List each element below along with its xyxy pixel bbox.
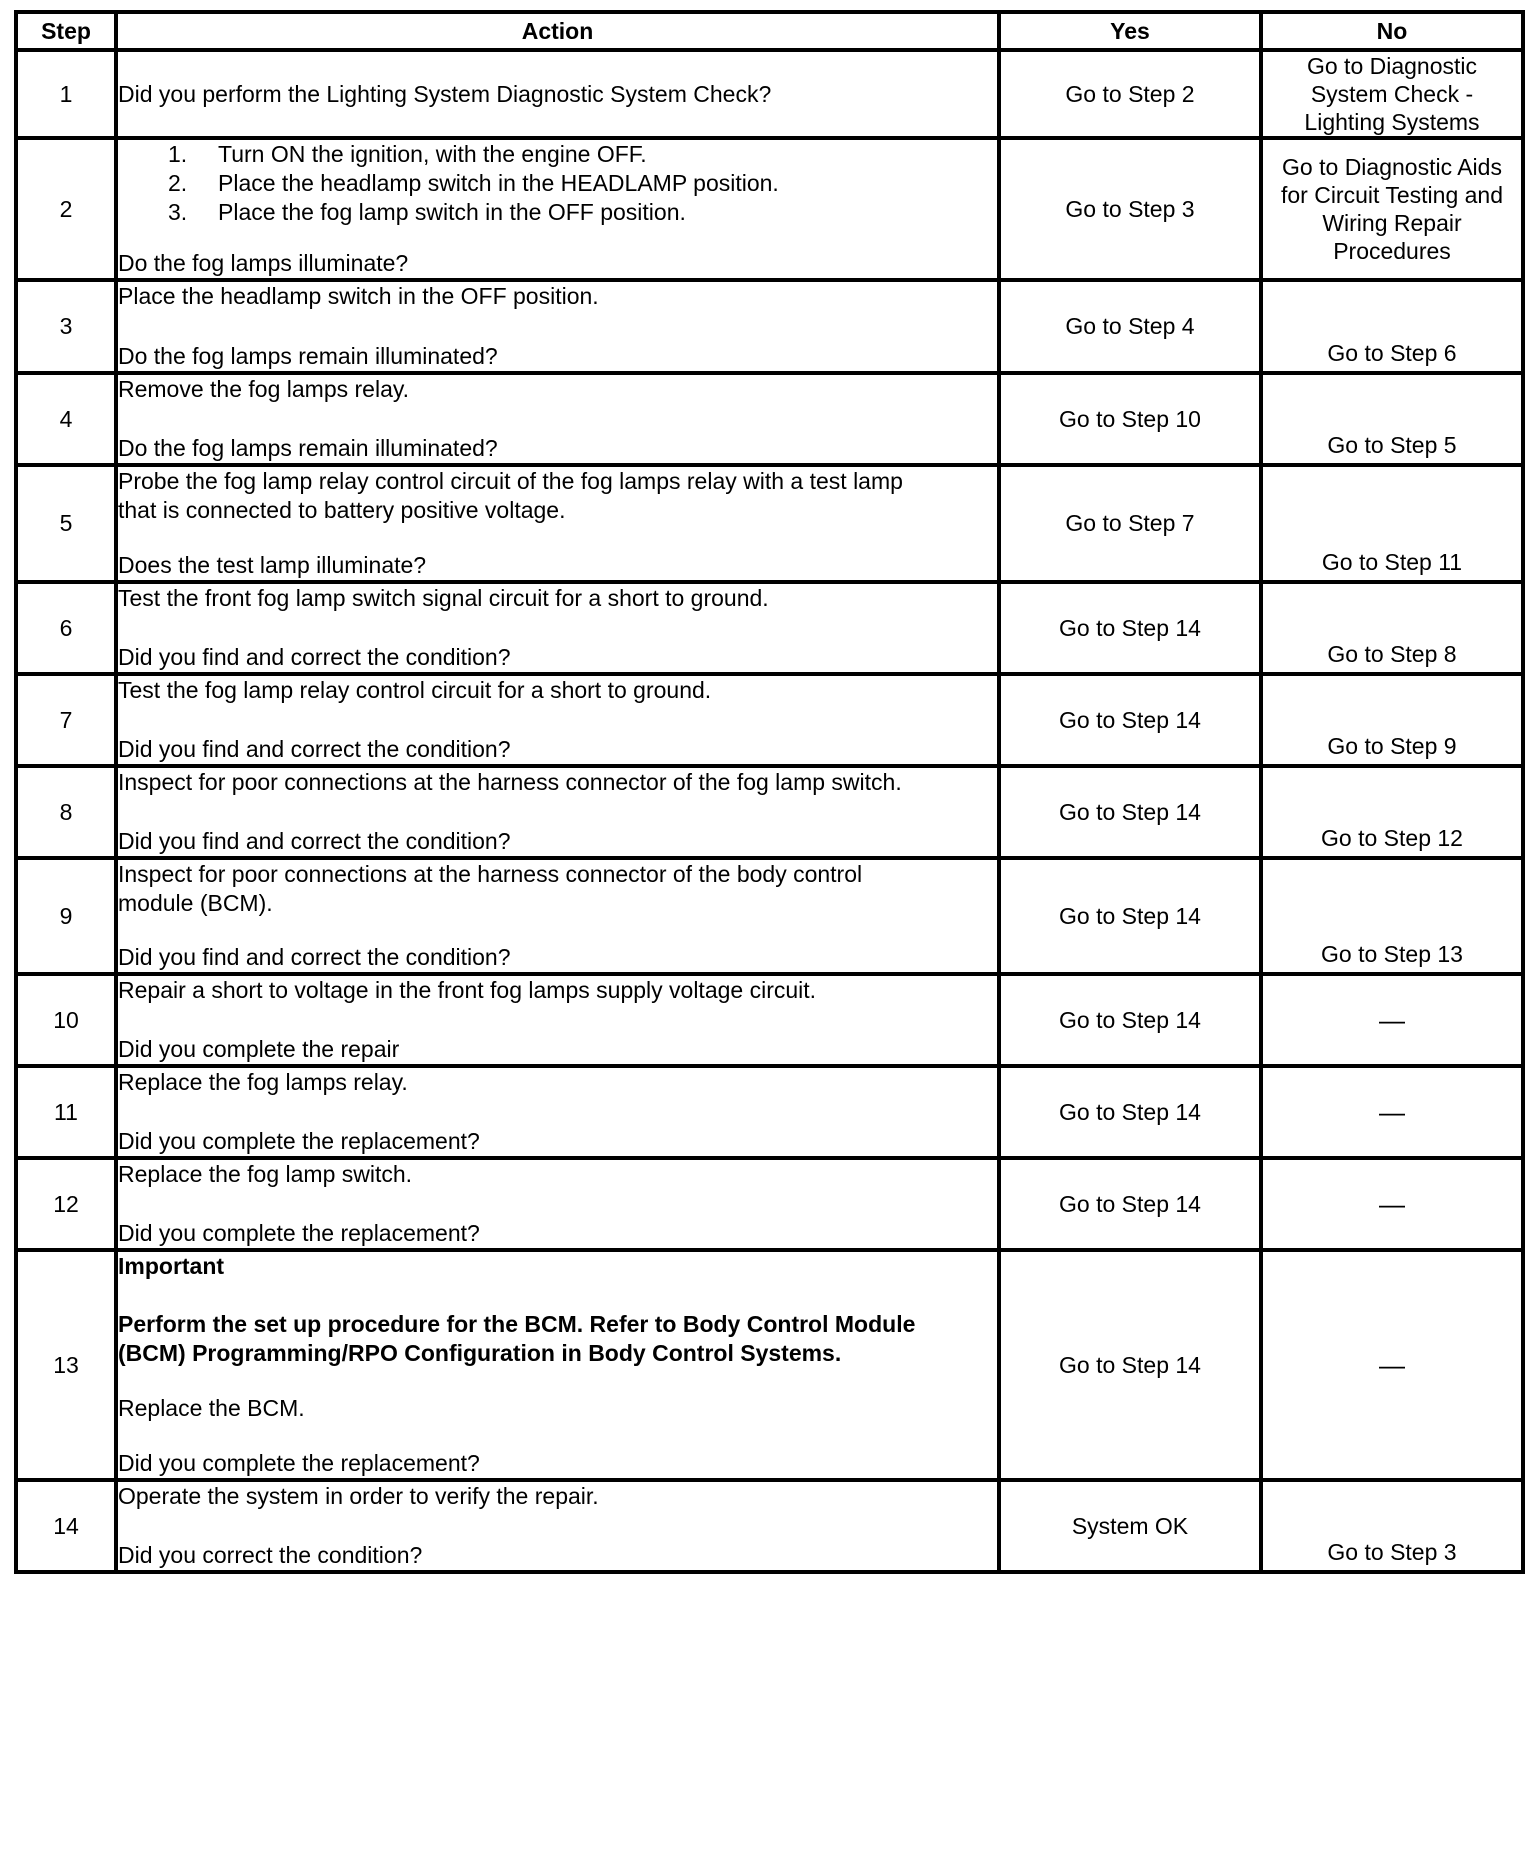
header-no: No (1261, 12, 1523, 50)
step-number: 7 (16, 674, 116, 766)
no-line: Go to Diagnostic (1306, 53, 1478, 79)
action-instruction: Replace the BCM. (118, 1395, 305, 1421)
substep-number: 1. (168, 141, 188, 167)
step-number: 11 (16, 1066, 116, 1158)
no-cell: — (1261, 1066, 1523, 1158)
substep-list (118, 140, 997, 227)
step-number: 13 (16, 1250, 116, 1480)
action-instruction: Replace the fog lamp switch. (118, 1161, 413, 1187)
yes-cell: System OK (999, 1480, 1261, 1572)
action-question: Do the fog lamps illuminate? (118, 250, 409, 276)
action-instruction: Test the front fog lamp switch signal circuit for a short to ground. (118, 585, 769, 611)
action-instruction: Remove the fog lamps relay. (118, 376, 410, 402)
no-cell: Go to Step 8 (1261, 582, 1523, 674)
table-row (16, 1066, 1523, 1158)
table-row (16, 1158, 1523, 1250)
yes-cell: Go to Step 14 (999, 1158, 1261, 1250)
header-action: Action (116, 12, 999, 50)
no-cell: Go to Step 5 (1261, 373, 1523, 465)
no-cell (1261, 138, 1523, 280)
no-line: System Check - (1310, 81, 1474, 107)
action-instruction-line: module (BCM). (118, 890, 273, 916)
no-cell (1261, 50, 1523, 138)
yes-cell: Go to Step 14 (999, 674, 1261, 766)
action-cell (116, 674, 999, 766)
diagnostic-table-container (14, 10, 1521, 1574)
important-note (118, 1252, 997, 1368)
no-cell: — (1261, 1250, 1523, 1480)
step-number: 8 (16, 766, 116, 858)
step-number: 4 (16, 373, 116, 465)
yes-cell: Go to Step 4 (999, 280, 1261, 373)
action-question: Did you complete the replacement? (118, 1220, 480, 1246)
diagnostic-table (14, 10, 1525, 1574)
action-question: Does the test lamp illuminate? (118, 552, 427, 578)
header-step: Step (16, 12, 116, 50)
step-number: 3 (16, 280, 116, 373)
substep-item (168, 140, 997, 169)
important-title: Important (118, 1253, 225, 1279)
action-question: Did you complete the replacement? (118, 1128, 480, 1154)
no-cell: Go to Step 3 (1261, 1480, 1523, 1572)
yes-cell: Go to Step 14 (999, 582, 1261, 674)
step-number: 10 (16, 974, 116, 1066)
no-line: for Circuit Testing and (1280, 182, 1503, 208)
header-row (16, 12, 1523, 50)
yes-cell: Go to Step 14 (999, 766, 1261, 858)
table-row (16, 858, 1523, 974)
important-text-line: (BCM) Programming/RPO Configuration in Body Control Systems. (118, 1340, 842, 1366)
no-cell: — (1261, 1158, 1523, 1250)
step-number: 9 (16, 858, 116, 974)
action-cell (116, 138, 999, 280)
action-question: Did you find and correct the condition? (118, 828, 511, 854)
action-cell (116, 582, 999, 674)
no-cell: Go to Step 9 (1261, 674, 1523, 766)
no-cell: Go to Step 12 (1261, 766, 1523, 858)
step-number: 2 (16, 138, 116, 280)
no-cell: Go to Step 6 (1261, 280, 1523, 373)
table-row (16, 1480, 1523, 1572)
action-question: Did you complete the replacement? (118, 1450, 480, 1476)
yes-cell: Go to Step 14 (999, 974, 1261, 1066)
action-instruction: Test the fog lamp relay control circuit for a short to ground. (118, 677, 712, 703)
action-question: Do the fog lamps remain illuminated? (118, 343, 498, 369)
yes-cell: Go to Step 14 (999, 1250, 1261, 1480)
table-row (16, 766, 1523, 858)
important-text-line: Perform the set up procedure for the BCM. Refer to Body Control Module (118, 1311, 916, 1337)
substep-item (168, 198, 997, 227)
table-row (16, 465, 1523, 582)
action-cell (116, 280, 999, 373)
table-row (16, 1250, 1523, 1480)
no-line: Procedures (1333, 238, 1451, 264)
action-instruction-line: Probe the fog lamp relay control circuit of the fog lamps relay with a test lamp (118, 468, 903, 494)
action-cell (116, 974, 999, 1066)
table-row (16, 674, 1523, 766)
action-question: Did you perform the Lighting System Diagnostic System Check? (118, 80, 772, 107)
step-number: 5 (16, 465, 116, 582)
action-cell (116, 50, 999, 138)
substep-item (168, 169, 997, 198)
action-cell (116, 1250, 999, 1480)
action-cell (116, 1066, 999, 1158)
yes-cell: Go to Step 14 (999, 1066, 1261, 1158)
action-instruction: Repair a short to voltage in the front fog lamps supply voltage circuit. (118, 977, 817, 1003)
table-row (16, 373, 1523, 465)
yes-cell: Go to Step 14 (999, 858, 1261, 974)
action-instruction-line: Inspect for poor connections at the harness connector of the body control (118, 861, 863, 887)
substep-number: 3. (168, 199, 188, 225)
action-question: Did you find and correct the condition? (118, 944, 511, 970)
action-instruction: Place the headlamp switch in the OFF position. (118, 283, 599, 309)
action-cell (116, 858, 999, 974)
substep-number: 2. (168, 170, 188, 196)
header-yes: Yes (999, 12, 1261, 50)
action-cell (116, 465, 999, 582)
step-number: 12 (16, 1158, 116, 1250)
action-cell (116, 1480, 999, 1572)
action-cell (116, 1158, 999, 1250)
yes-cell: Go to Step 3 (999, 138, 1261, 280)
yes-cell: Go to Step 2 (999, 50, 1261, 138)
action-cell (116, 373, 999, 465)
table-row (16, 138, 1523, 280)
step-number: 1 (16, 50, 116, 138)
yes-cell: Go to Step 7 (999, 465, 1261, 582)
no-cell: Go to Step 11 (1261, 465, 1523, 582)
no-cell: Go to Step 13 (1261, 858, 1523, 974)
action-question: Did you correct the condition? (118, 1542, 423, 1568)
table-row (16, 974, 1523, 1066)
action-instruction-line: that is connected to battery positive voltage. (118, 497, 566, 523)
no-line: Go to Diagnostic Aids (1282, 154, 1502, 180)
action-question: Did you find and correct the condition? (118, 644, 511, 670)
yes-cell: Go to Step 10 (999, 373, 1261, 465)
table-row (16, 280, 1523, 373)
action-instruction: Replace the fog lamps relay. (118, 1069, 408, 1095)
action-question: Did you complete the repair (118, 1036, 400, 1062)
action-instruction: Operate the system in order to verify the repair. (118, 1483, 599, 1509)
table-row (16, 582, 1523, 674)
substep-text: Place the fog lamp switch in the OFF position. (218, 199, 686, 225)
table-row (16, 50, 1523, 138)
action-question: Did you find and correct the condition? (118, 736, 511, 762)
no-cell: — (1261, 974, 1523, 1066)
substep-text: Turn ON the ignition, with the engine OFF. (218, 141, 647, 167)
substep-text: Place the headlamp switch in the HEADLAMP position. (218, 170, 779, 196)
action-instruction: Inspect for poor connections at the harness connector of the fog lamp switch. (118, 769, 902, 795)
step-number: 6 (16, 582, 116, 674)
action-question: Do the fog lamps remain illuminated? (118, 435, 498, 461)
no-line: Lighting Systems (1304, 109, 1480, 135)
action-cell (116, 766, 999, 858)
step-number: 14 (16, 1480, 116, 1572)
no-line: Wiring Repair (1322, 210, 1462, 236)
